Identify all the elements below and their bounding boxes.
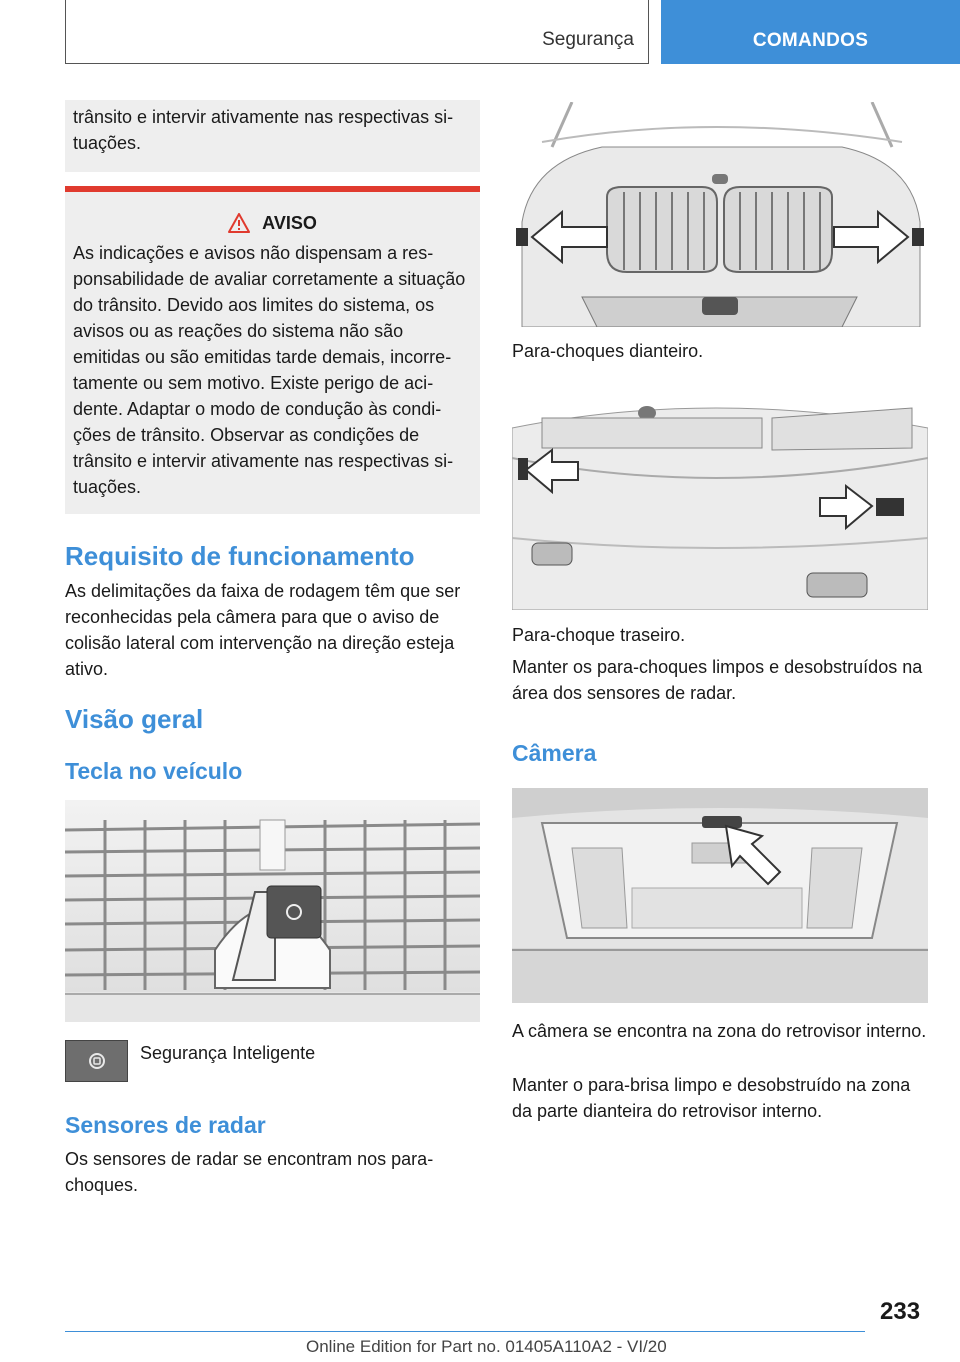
warning-box — [65, 186, 480, 514]
chapter-title: COMANDOS — [752, 30, 869, 51]
keep-clean-text: Manter os para-choques limpos e desobstruídos na área dos sensores de radar. — [512, 657, 923, 703]
header-section-tab — [65, 0, 649, 64]
edition-info: Online Edition for Part no. 01405A110A2 - VI/20 — [306, 1337, 667, 1356]
page-number: 233 — [880, 1298, 921, 1325]
heading-sensores: Sensores de radar — [65, 1112, 266, 1138]
front-bumper-caption: Para-choques dianteiro. — [512, 341, 704, 361]
heading-visao-geral: Visão geral — [65, 704, 204, 734]
warning-triangle-icon — [228, 213, 250, 233]
heading-requisito: Requisito de funcionamento — [65, 541, 415, 571]
camera-text-2: Manter o para-brisa limpo e desobstruído na zona da parte dianteira do retrovisor interno. — [512, 1075, 911, 1121]
button-caption: Segurança Inteligente — [140, 1043, 316, 1063]
header-chapter-tab — [661, 0, 960, 64]
sensores-text: Os sensores de radar se encontram nos para-choques. — [65, 1149, 434, 1195]
footer-rule — [65, 1331, 865, 1332]
continued-warning-text: trânsito e intervir ativamente nas respectivas situações. — [73, 107, 454, 153]
requisito-text: As delimitações da faixa de rodagem têm que ser reconhecidas pela câmera para que o aviso de colisão lateral com intervenção na direção esteja ativo. — [65, 581, 461, 679]
heading-tecla: Tecla no veículo — [65, 758, 243, 784]
camera-text-1: A câmera se encontra na zona do retrovisor interno. — [512, 1021, 927, 1041]
warning-title: AVISO — [262, 213, 317, 233]
camera-illustration — [512, 788, 928, 1003]
front-bumper-illustration — [512, 102, 928, 327]
continued-warning-box — [65, 100, 480, 172]
grille-button-illustration — [65, 800, 480, 1022]
warning-text: As indicações e avisos não dispensam a responsabilidade de avaliar corretamente a situação do trânsito. Devido aos limites do sistema, os avisos ou as reações do sistema não são emitidas ou são emitidas tarde demais, incorretamente ou sem motivo. Existe perigo de acidente. Adaptar o modo de condução às condições de trânsito. Observar as condições de trânsito e intervir ativamente nas respectivas situações. — [73, 243, 466, 497]
rear-bumper-caption: Para-choque traseiro. — [512, 625, 686, 645]
intelligent-safety-button-icon — [65, 1040, 128, 1082]
warning-heading — [73, 210, 472, 236]
heading-camera: Câmera — [512, 740, 597, 766]
section-title: Segurança — [542, 29, 634, 50]
rear-bumper-illustration — [512, 388, 928, 610]
